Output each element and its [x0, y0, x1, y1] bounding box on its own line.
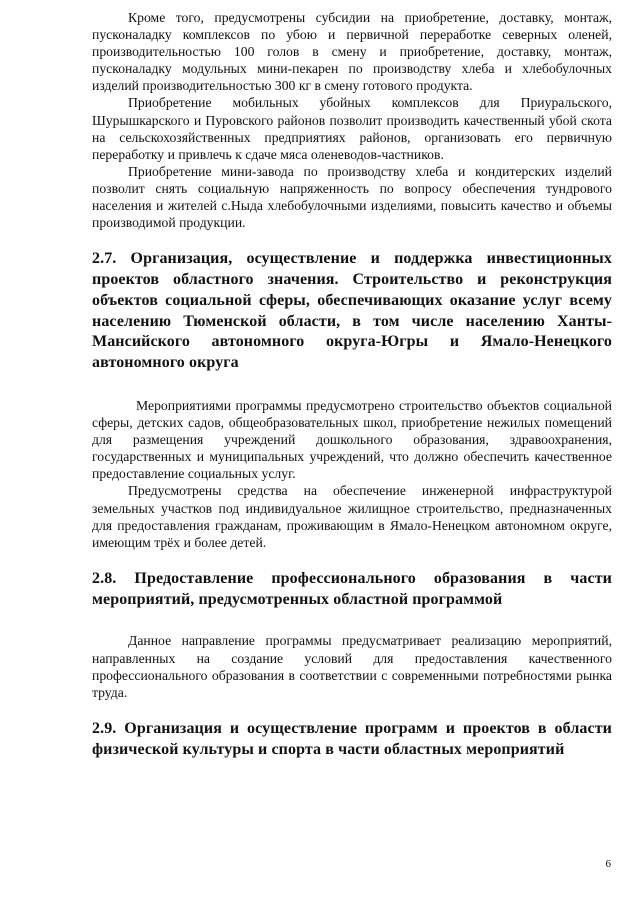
paragraph-bakery-plant: Приобретение мини-завода по производству хлеба и кондитерских изделий позволит снять социальную напряженность по вопросу обеспечения тундрового населения и жителей с.Ныда хлебобулочными изделиями, повысить качество и объемы производимой продукции.	[92, 163, 612, 231]
section-heading-2-9: 2.9. Организация и осуществление программ и проектов в области физической культуры и спорта в части областных мероприятий	[92, 719, 612, 758]
paragraph-professional-education: Данное направление программы предусматривает реализацию мероприятий, направленных на создание условий для предоставления качественного профессионального образования в соответствии с современными потребностями рынка труда.	[92, 633, 612, 700]
paragraph-slaughter-complexes: Приобретение мобильных убойных комплексов для Приуральского, Шурышкарского и Пуровского районов позволит производить качественный убой скота на сельскохозяйственных предприятиях районов, организовать его первичную переработку и привлечь к сдаче мяса оленеводов-частников.	[92, 95, 612, 162]
paragraph-social-facilities: Мероприятиями программы предусмотрено строительство объектов социальной сферы, детских садов, общеобразовательных школ, приобретение нежилых помещений для размещения учреждений дошкольного образования, здравоохранения, государственных и муниципальных учреждений, что должно обеспечить качественное предоставление социальных услуг.	[92, 398, 612, 482]
paragraph-subsidies: Кроме того, предусмотрены субсидии на приобретение, доставку, монтаж, пусконаладку комплексов по убою и первичной переработке северных оленей, производительностью 100 голов в смену и приобретение, доставку, монтаж, пусконаладку модульных мини-пекарен по производству хлеба и хлебобулочных изделий производительностью 300 кг в смену готового продукта.	[92, 10, 612, 94]
section-heading-2-8: 2.8. Предоставление профессионального образования в части мероприятий, предусмотренных областной программой	[92, 569, 612, 608]
page-number: 6	[605, 858, 611, 870]
section-heading-2-7: 2.7. Организация, осуществление и поддержка инвестиционных проектов областного значения. Строительство и реконструкция объектов социальной сферы, обеспечивающих оказание услуг всему населению Тюменской области, в том числе населению Ханты-Мансийского автономного округа-Югры и Ямало-Ненецкого автономного округа	[92, 250, 612, 372]
document-page	[92, 9, 612, 760]
paragraph-engineering-infrastructure: Предусмотрены средства на обеспечение инженерной инфраструктурой земельных участков под индивидуальное жилищное строительство, предназначенных для предоставления гражданам, проживающим в Ямало-Ненецком автономном округе, имеющим трёх и более детей.	[92, 483, 612, 550]
